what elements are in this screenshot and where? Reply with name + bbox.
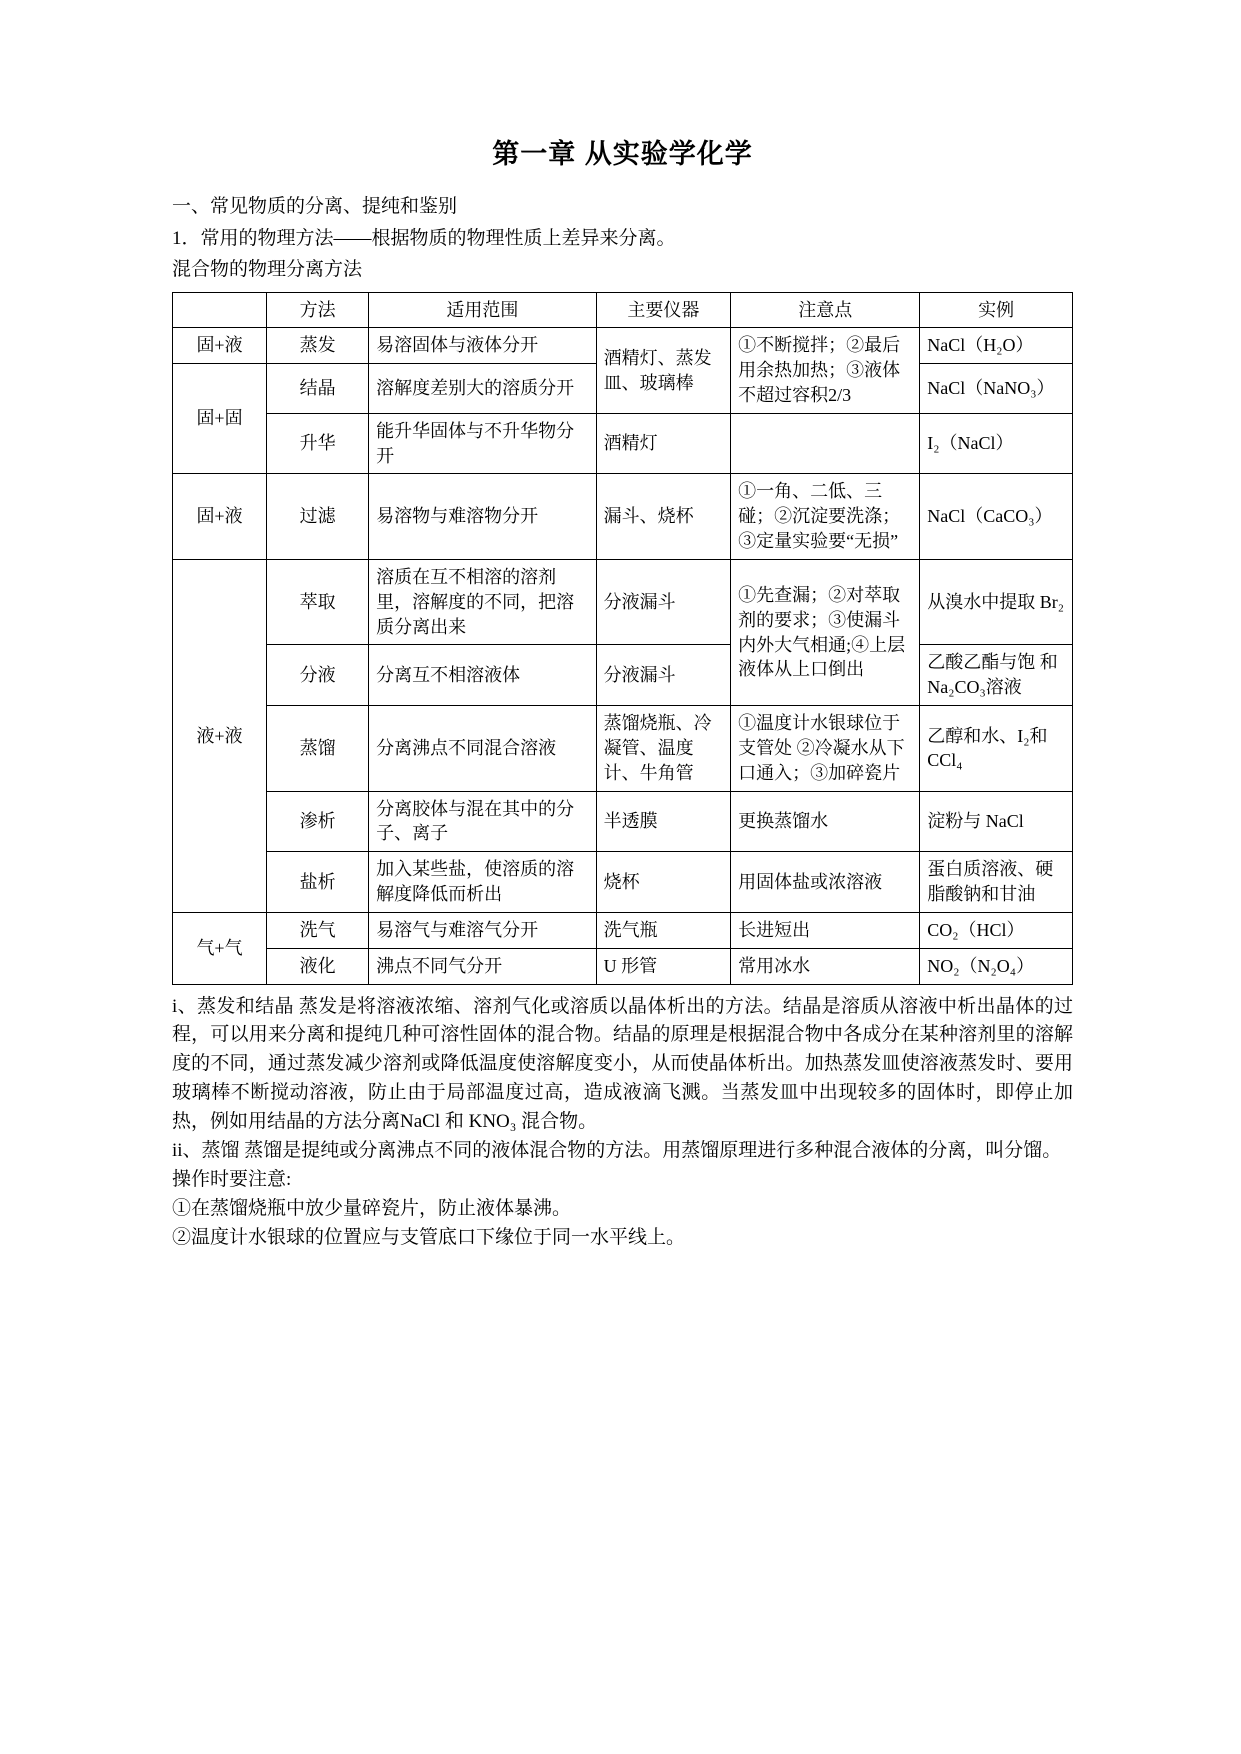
cell-method: 蒸发 (267, 328, 369, 364)
cell-state: 液+液 (173, 559, 267, 912)
header-note: 注意点 (731, 292, 920, 328)
header-scope: 适用范围 (369, 292, 597, 328)
cell-example: CO₂（HCl） (920, 912, 1073, 948)
cell-instrument: 漏斗、烧杯 (596, 474, 730, 559)
table-row (173, 413, 1073, 474)
cell-instrument: 分液漏斗 (596, 645, 730, 706)
table-row (173, 791, 1073, 852)
cell-scope: 易溶固体与液体分开 (369, 328, 597, 364)
cell-scope: 易溶物与难溶物分开 (369, 474, 597, 559)
cell-scope: 易溶气与难溶气分开 (369, 912, 597, 948)
cell-instrument: 酒精灯 (596, 413, 730, 474)
cell-example: I₂（NaCl） (920, 413, 1073, 474)
cell-state: 固+液 (173, 474, 267, 559)
cell-example: 淀粉与 NaCl (920, 791, 1073, 852)
cell-method: 过滤 (267, 474, 369, 559)
cell-instrument: 烧杯 (596, 852, 730, 913)
cell-note: 用固体盐或浓溶液 (731, 852, 920, 913)
table-row (173, 948, 1073, 984)
cell-instrument: 蒸馏烧瓶、冷凝管、温度计、牛角管 (596, 706, 730, 791)
cell-instrument: 洗气瓶 (596, 912, 730, 948)
table-row (173, 852, 1073, 913)
intro-line-3: 混合物的物理分离方法 (172, 259, 363, 280)
cell-note: 常用冰水 (731, 948, 920, 984)
operation-item-1: ①在蒸馏烧瓶中放少量碎瓷片，防止液体暴沸。 (172, 1197, 572, 1219)
cell-note: ①温度计水银球位于支管处 ②冷凝水从下口通入；③加碎瓷片 (731, 706, 920, 791)
cell-example: 乙酸乙酯与饱 和Na₂CO₃溶液 (920, 645, 1073, 706)
cell-state: 固+固 (173, 364, 267, 474)
cell-example: 乙醇和水、I₂和 CCl₄ (920, 706, 1073, 791)
cell-note: ①不断搅拌；②最后用余热加热；③液体不超过容积2/3 (731, 328, 920, 413)
cell-scope: 沸点不同气分开 (369, 948, 597, 984)
cell-example: NaCl（H₂O） (920, 328, 1073, 364)
cell-instrument: 酒精灯、蒸发皿、玻璃棒 (596, 328, 730, 413)
intro-line-2: 1．常用的物理方法——根据物质的物理性质上差异来分离。 (172, 227, 676, 249)
table-row (173, 645, 1073, 706)
notes-section (172, 993, 1073, 1253)
cell-instrument: U 形管 (596, 948, 730, 984)
operation-title: 操作时要注意: (172, 1168, 292, 1190)
table-header-row (173, 292, 1073, 328)
cell-scope: 分离胶体与混在其中的分子、离子 (369, 791, 597, 852)
cell-method: 萃取 (267, 559, 369, 644)
cell-method: 蒸馏 (267, 706, 369, 791)
header-method: 方法 (267, 292, 369, 328)
cell-scope: 加入某些盐，使溶质的溶解度降低而析出 (369, 852, 597, 913)
cell-note: 长进短出 (731, 912, 920, 948)
cell-method: 液化 (267, 948, 369, 984)
header-instrument: 主要仪器 (596, 292, 730, 328)
cell-method: 分液 (267, 645, 369, 706)
cell-state: 固+液 (173, 328, 267, 364)
cell-scope: 能升华固体与不升华物分开 (369, 413, 597, 474)
cell-instrument: 分液漏斗 (596, 559, 730, 644)
cell-note: 更换蒸馏水 (731, 791, 920, 852)
table-row (173, 559, 1073, 644)
cell-method: 结晶 (267, 364, 369, 414)
cell-scope: 溶质在互不相溶的溶剂里，溶解度的不同，把溶质分离出来 (369, 559, 597, 644)
note-distillation: ii、蒸馏 蒸馏是提纯或分离沸点不同的液体混合物的方法。用蒸馏原理进行多种混合液体的分离，叫分馏。 (172, 1139, 1062, 1161)
cell-example: NO₂（N₂O₄） (920, 948, 1073, 984)
table-row (173, 706, 1073, 791)
cell-note (731, 413, 920, 474)
operation-item-2: ②温度计水银球的位置应与支管底口下缘位于同一水平线上。 (172, 1226, 686, 1248)
page-title: 第一章 从实验学化学 (492, 139, 753, 169)
table-row (173, 474, 1073, 559)
header-state (173, 292, 267, 328)
cell-state: 气+气 (173, 912, 267, 984)
note-evaporation-crystallization: i、蒸发和结晶 蒸发是将溶液浓缩、溶剂气化或溶质以晶体析出的方法。结晶是溶质从溶液中析出晶体的过程，可以用来分离和提纯几种可溶性固体的混合物。结晶的原理是根据混合物中各成分在某种溶剂里的溶解度的不同，通过蒸发减少溶剂或降低温度使溶解度变小，从而使晶体析出。加热蒸发皿使溶液蒸发时、要用玻璃棒不断搅动溶液，防止由于局部温度过高，造成液滴飞溅。当蒸发皿中出现较多的固体时，即停止加热，例如用结晶的方法分离NaCl 和 KNO₃ 混合物。 (172, 995, 1073, 1133)
cell-example: NaCl（NaNO₃） (920, 364, 1073, 414)
cell-scope: 分离沸点不同混合溶液 (369, 706, 597, 791)
table-row (173, 328, 1073, 364)
cell-method: 洗气 (267, 912, 369, 948)
cell-method: 盐析 (267, 852, 369, 913)
cell-instrument: 半透膜 (596, 791, 730, 852)
separation-methods-table (172, 292, 1073, 985)
cell-note: ①先查漏；②对萃取剂的要求；③使漏斗内外大气相通;④上层液体从上口倒出 (731, 559, 920, 705)
cell-example: 从溴水中提取 Br₂ (920, 559, 1073, 644)
cell-scope: 分离互不相溶液体 (369, 645, 597, 706)
cell-example: NaCl（CaCO₃） (920, 474, 1073, 559)
cell-note: ①一角、二低、三碰；②沉淀要洗涤；③定量实验要“无损” (731, 474, 920, 559)
table-row (173, 912, 1073, 948)
cell-example: 蛋白质溶液、硬脂酸钠和甘油 (920, 852, 1073, 913)
header-example: 实例 (920, 292, 1073, 328)
cell-scope: 溶解度差别大的溶质分开 (369, 364, 597, 414)
cell-method: 升华 (267, 413, 369, 474)
cell-method: 渗析 (267, 791, 369, 852)
intro-line-1: 一、常见物质的分离、提纯和鉴别 (172, 196, 458, 217)
